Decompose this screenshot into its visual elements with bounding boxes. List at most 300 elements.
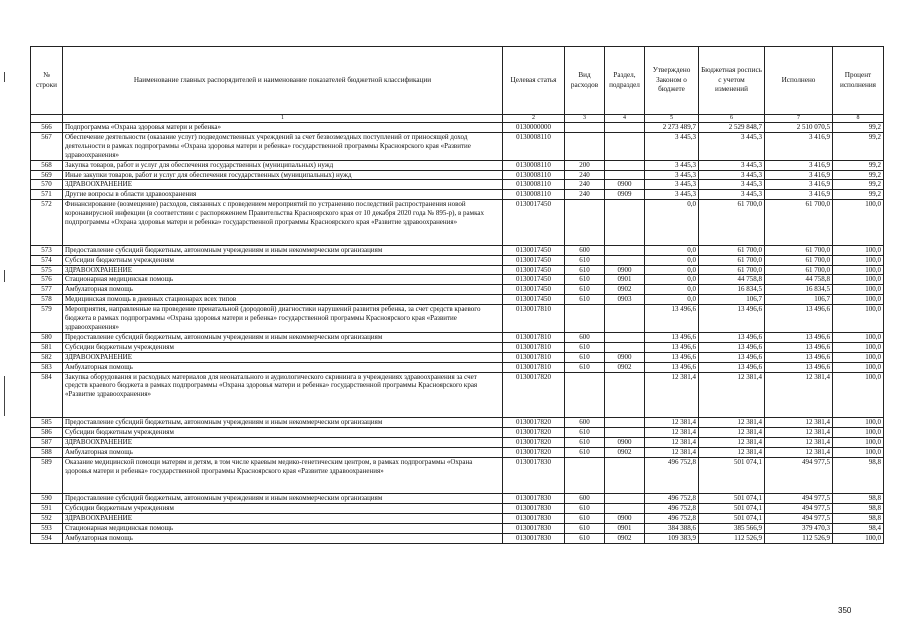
header-approved: Утверждено Законом о бюджете [645,47,699,115]
row-name: ЗДРАВООХРАНЕНИЕ [63,265,503,275]
header-row [31,47,884,115]
row-target-code: 0130017450 [503,200,565,246]
row-approved: 12 381,4 [645,437,699,447]
table-row [31,523,884,533]
table-row [31,362,884,372]
row-percent: 98,8 [833,457,884,494]
row-percent: 99,2 [833,190,884,200]
row-approved: 3 445,3 [645,190,699,200]
row-section [605,494,645,504]
header-executed: Исполнено [765,47,833,115]
table-row [31,514,884,524]
row-percent: 100,0 [833,533,884,543]
row-approved: 13 496,6 [645,332,699,342]
col-number: 1 [63,115,503,123]
table-row [31,123,884,133]
row-number: 577 [31,285,63,295]
row-executed: 13 496,6 [765,362,833,372]
row-target-code: 0130017820 [503,427,565,437]
row-target-code: 0130017810 [503,342,565,352]
row-section [605,170,645,180]
row-name: Субсидии бюджетным учреждениям [63,255,503,265]
row-roster: 13 496,6 [699,352,765,362]
col-number: 7 [765,115,833,123]
row-executed: 3 416,9 [765,190,833,200]
row-roster: 13 496,6 [699,305,765,333]
row-expense-type: 610 [565,342,605,352]
row-target-code: 0130017830 [503,523,565,533]
row-number: 566 [31,123,63,133]
table-row [31,265,884,275]
row-name: ЗДРАВООХРАНЕНИЕ [63,514,503,524]
row-percent: 100,0 [833,342,884,352]
header-vr: Вид расходов [565,47,605,115]
row-executed: 494 977,5 [765,494,833,504]
row-roster: 3 445,3 [699,180,765,190]
row-name: Амбулаторная помощь [63,285,503,295]
col-number: 4 [605,115,645,123]
row-target-code: 0130017450 [503,285,565,295]
row-section: 0900 [605,180,645,190]
row-roster: 12 381,4 [699,437,765,447]
row-roster: 61 700,0 [699,265,765,275]
row-target-code: 0130017450 [503,255,565,265]
row-percent: 99,2 [833,180,884,190]
table-row [31,180,884,190]
row-approved: 0,0 [645,255,699,265]
table-row [31,372,884,418]
row-expense-type: 610 [565,265,605,275]
row-target-code: 0130017450 [503,265,565,275]
row-approved: 0,0 [645,200,699,246]
row-executed: 3 416,9 [765,170,833,180]
row-section: 0900 [605,265,645,275]
row-roster: 2 529 848,7 [699,123,765,133]
row-roster: 3 445,3 [699,170,765,180]
row-target-code: 0130017450 [503,245,565,255]
table-row [31,132,884,160]
table-row [31,504,884,514]
row-number: 568 [31,160,63,170]
table-row [31,332,884,342]
row-approved: 496 752,8 [645,504,699,514]
row-percent: 100,0 [833,305,884,333]
table-row [31,190,884,200]
row-expense-type [565,132,605,160]
row-approved: 3 445,3 [645,132,699,160]
row-executed: 3 416,9 [765,180,833,190]
row-name: Медицинская помощь в дневных стационарах всех типов [63,295,503,305]
row-number: 582 [31,352,63,362]
row-roster: 12 381,4 [699,447,765,457]
row-executed: 112 526,9 [765,533,833,543]
row-roster: 3 445,3 [699,160,765,170]
row-number: 588 [31,447,63,457]
table-row [31,427,884,437]
row-roster: 3 445,3 [699,132,765,160]
row-approved: 496 752,8 [645,514,699,524]
row-expense-type [565,372,605,418]
row-section [605,132,645,160]
header-code: Целевая статья [503,47,565,115]
row-name: Предоставление субсидий бюджетным, автономным учреждениям и иным некоммерческим организациям [63,332,503,342]
row-roster: 12 381,4 [699,427,765,437]
row-name: Другие вопросы в области здравоохранения [63,190,503,200]
row-section [605,418,645,428]
row-target-code: 0130008110 [503,160,565,170]
row-percent: 100,0 [833,245,884,255]
row-expense-type: 600 [565,494,605,504]
row-target-code: 0130017820 [503,447,565,457]
row-percent: 100,0 [833,427,884,437]
column-number-row [31,115,884,123]
row-target-code: 0130017810 [503,305,565,333]
row-number: 587 [31,437,63,447]
row-percent: 100,0 [833,332,884,342]
row-number: 592 [31,514,63,524]
row-approved: 109 383,9 [645,533,699,543]
row-roster: 16 834,5 [699,285,765,295]
row-expense-type: 610 [565,275,605,285]
row-name: Предоставление субсидий бюджетным, автономным учреждениям и иным некоммерческим организациям [63,245,503,255]
row-name: Обеспечение деятельности (оказание услуг) подведомственных учреждений за счет безвозмездных поступлений от приносящей доход деятельности в рамках подпрограммы «Охрана здоровья матери и ребенка» государственной программы Красноярского края «Развитие здравоохранения» [63,132,503,160]
row-target-code: 0130017450 [503,295,565,305]
row-executed: 12 381,4 [765,437,833,447]
row-section [605,255,645,265]
row-section: 0900 [605,437,645,447]
row-section [605,457,645,494]
row-executed: 13 496,6 [765,342,833,352]
row-target-code: 0130008110 [503,190,565,200]
row-number: 580 [31,332,63,342]
row-expense-type: 610 [565,504,605,514]
row-roster: 61 700,0 [699,245,765,255]
row-target-code: 0130008110 [503,132,565,160]
row-target-code: 0130017810 [503,362,565,372]
row-number: 581 [31,342,63,352]
row-section: 0902 [605,533,645,543]
row-name: Предоставление субсидий бюджетным, автономным учреждениям и иным некоммерческим организациям [63,494,503,504]
row-expense-type: 600 [565,418,605,428]
row-approved: 12 381,4 [645,447,699,457]
col-number: 5 [645,115,699,123]
row-section: 0901 [605,523,645,533]
row-name: Субсидии бюджетным учреждениям [63,504,503,514]
row-number: 589 [31,457,63,494]
row-number: 576 [31,275,63,285]
table-row [31,295,884,305]
margin-line [4,270,5,282]
row-percent: 100,0 [833,372,884,418]
header-percent: Процент исполнения [833,47,884,115]
row-approved: 496 752,8 [645,457,699,494]
row-name: Оказание медицинской помощи матерям и детям, в том числе краевым медико-генетическим центром, в рамках подпрограммы «Охрана здоровья матери и ребенка» государственной программы Красноярского края «Развитие здравоохранения» [63,457,503,494]
row-approved: 0,0 [645,285,699,295]
row-percent: 100,0 [833,437,884,447]
row-section: 0901 [605,275,645,285]
row-target-code: 0130017810 [503,352,565,362]
row-percent: 100,0 [833,362,884,372]
row-approved: 3 445,3 [645,160,699,170]
row-approved: 2 273 489,7 [645,123,699,133]
row-target-code: 0130017820 [503,372,565,418]
row-expense-type: 610 [565,514,605,524]
row-target-code: 0130017830 [503,457,565,494]
table-row [31,275,884,285]
col-number: 3 [565,115,605,123]
row-number: 584 [31,372,63,418]
table-body [31,123,884,544]
col-number: 2 [503,115,565,123]
row-executed: 3 416,9 [765,160,833,170]
budget-table [30,46,884,544]
row-executed: 12 381,4 [765,418,833,428]
row-name: ЗДРАВООХРАНЕНИЕ [63,180,503,190]
row-executed: 13 496,6 [765,305,833,333]
row-percent: 100,0 [833,295,884,305]
row-name: Финансирование (возмещение) расходов, связанных с проведением мероприятий по устранению последствий распространения новой коронавирусной инфекции (в соответствии с распоряжением Правительства Красноярского края от 10 декабря 2020 года № 895-р), в рамках подпрограммы «Охрана здоровья матери и ребенка» государственной программы Красноярского края «Развитие здравоохранения» [63,200,503,246]
row-expense-type: 600 [565,332,605,342]
table-row [31,494,884,504]
row-percent: 99,2 [833,170,884,180]
row-expense-type: 200 [565,160,605,170]
row-section: 0900 [605,514,645,524]
page-number: 350 [838,606,852,615]
header-razdel: Раздел, подраздел [605,47,645,115]
margin-line [4,376,5,416]
row-percent: 98,8 [833,494,884,504]
row-section [605,245,645,255]
row-executed: 61 700,0 [765,265,833,275]
row-name: Амбулаторная помощь [63,533,503,543]
row-number: 569 [31,170,63,180]
row-executed: 494 977,5 [765,504,833,514]
row-section: 0902 [605,447,645,457]
header-row-no: № строки [31,47,63,115]
row-approved: 0,0 [645,245,699,255]
row-executed: 106,7 [765,295,833,305]
row-name: Стационарная медицинская помощь [63,275,503,285]
row-executed: 44 758,8 [765,275,833,285]
row-number: 575 [31,265,63,275]
row-expense-type [565,200,605,246]
row-target-code: 0130017830 [503,514,565,524]
row-number: 571 [31,190,63,200]
row-roster: 3 445,3 [699,190,765,200]
row-section [605,160,645,170]
row-roster: 501 074,1 [699,504,765,514]
row-roster: 12 381,4 [699,418,765,428]
row-name: Закупка оборудования и расходных материалов для неонатального и аудиологического скрининга в учреждениях здравоохранения за счет средств краевого бюджета в рамках подпрограммы «Охрана здоровья матери и ребенка» государственной программы Красноярского края «Развитие здравоохранения» [63,372,503,418]
row-name: ЗДРАВООХРАНЕНИЕ [63,437,503,447]
row-expense-type: 610 [565,533,605,543]
row-number: 578 [31,295,63,305]
row-approved: 13 496,6 [645,362,699,372]
row-expense-type: 610 [565,427,605,437]
table-row [31,170,884,180]
row-roster: 112 526,9 [699,533,765,543]
row-name: Иные закупки товаров, работ и услуг для обеспечения государственных (муниципальных) нужд [63,170,503,180]
table-row [31,352,884,362]
row-target-code: 0130008110 [503,180,565,190]
row-roster: 12 381,4 [699,372,765,418]
row-number: 573 [31,245,63,255]
row-approved: 3 445,3 [645,170,699,180]
row-section [605,427,645,437]
row-percent: 100,0 [833,265,884,275]
row-expense-type: 610 [565,255,605,265]
row-executed: 2 510 070,5 [765,123,833,133]
row-executed: 12 381,4 [765,427,833,437]
row-section [605,342,645,352]
row-roster: 61 700,0 [699,200,765,246]
row-percent: 100,0 [833,275,884,285]
row-roster: 501 074,1 [699,457,765,494]
row-name: Амбулаторная помощь [63,362,503,372]
table-row [31,342,884,352]
row-expense-type: 610 [565,362,605,372]
row-expense-type: 610 [565,437,605,447]
row-approved: 13 496,6 [645,342,699,352]
row-percent: 98,8 [833,514,884,524]
row-percent: 100,0 [833,352,884,362]
row-executed: 379 470,3 [765,523,833,533]
row-approved: 12 381,4 [645,418,699,428]
table-row [31,533,884,543]
row-percent: 100,0 [833,418,884,428]
table-row [31,160,884,170]
row-approved: 0,0 [645,265,699,275]
row-percent: 100,0 [833,285,884,295]
row-expense-type: 240 [565,180,605,190]
row-number: 574 [31,255,63,265]
row-percent: 100,0 [833,447,884,457]
row-expense-type: 240 [565,170,605,180]
row-percent: 100,0 [833,200,884,246]
row-target-code: 0130008110 [503,170,565,180]
row-percent: 98,4 [833,523,884,533]
row-roster: 501 074,1 [699,494,765,504]
row-approved: 13 496,6 [645,352,699,362]
row-expense-type: 610 [565,295,605,305]
row-target-code: 0130017820 [503,418,565,428]
row-executed: 494 977,5 [765,457,833,494]
row-number: 594 [31,533,63,543]
margin-line [4,72,5,82]
row-executed: 13 496,6 [765,332,833,342]
row-section: 0902 [605,285,645,295]
row-number: 579 [31,305,63,333]
row-roster: 385 566,9 [699,523,765,533]
row-approved: 384 388,6 [645,523,699,533]
row-target-code: 0130017810 [503,332,565,342]
row-name: Мероприятия, направленные на проведение пренатальной (дородовой) диагностики нарушений развития ребенка, за счет средств краевого бюджета в рамках подпрограммы «Охрана здоровья матери и ребенка» государственной программы Красноярского края «Развитие здравоохранения» [63,305,503,333]
row-name: ЗДРАВООХРАНЕНИЕ [63,352,503,362]
row-section [605,200,645,246]
row-approved: 0,0 [645,275,699,285]
row-executed: 13 496,6 [765,352,833,362]
row-number: 567 [31,132,63,160]
table-row [31,418,884,428]
row-executed: 12 381,4 [765,447,833,457]
row-target-code: 0130000000 [503,123,565,133]
row-expense-type [565,457,605,494]
header-roster: Бюджетная роспись с учетом изменений [699,47,765,115]
row-expense-type: 610 [565,447,605,457]
row-target-code: 0130017830 [503,533,565,543]
row-executed: 61 700,0 [765,200,833,246]
row-percent: 100,0 [833,255,884,265]
row-roster: 13 496,6 [699,342,765,352]
row-section [605,123,645,133]
row-section [605,372,645,418]
row-executed: 12 381,4 [765,372,833,418]
row-section: 0902 [605,362,645,372]
row-number: 590 [31,494,63,504]
row-target-code: 0130017830 [503,504,565,514]
row-approved: 12 381,4 [645,427,699,437]
row-target-code: 0130017820 [503,437,565,447]
row-executed: 61 700,0 [765,255,833,265]
row-approved: 13 496,6 [645,305,699,333]
row-roster: 13 496,6 [699,332,765,342]
row-approved: 12 381,4 [645,372,699,418]
row-name: Субсидии бюджетным учреждениям [63,427,503,437]
row-name: Субсидии бюджетным учреждениям [63,342,503,352]
row-roster: 501 074,1 [699,514,765,524]
row-number: 586 [31,427,63,437]
col-number: 8 [833,115,884,123]
col-number: 6 [699,115,765,123]
row-section: 0900 [605,352,645,362]
col-number [31,115,63,123]
table-row [31,457,884,494]
row-name: Закупка товаров, работ и услуг для обеспечения государственных (муниципальных) нужд [63,160,503,170]
table-row [31,447,884,457]
row-percent: 99,2 [833,132,884,160]
row-number: 591 [31,504,63,514]
row-roster: 61 700,0 [699,255,765,265]
header-name: Наименование главных распорядителей и наименование показателей бюджетной классификации [63,47,503,115]
row-target-code: 0130017830 [503,494,565,504]
row-percent: 98,8 [833,504,884,514]
row-percent: 99,2 [833,160,884,170]
row-expense-type: 240 [565,190,605,200]
row-name: Стационарная медицинская помощь [63,523,503,533]
row-number: 593 [31,523,63,533]
row-executed: 61 700,0 [765,245,833,255]
table-row [31,437,884,447]
row-name: Предоставление субсидий бюджетным, автономным учреждениям и иным некоммерческим организациям [63,418,503,428]
row-approved: 0,0 [645,295,699,305]
row-expense-type: 600 [565,245,605,255]
row-section [605,504,645,514]
row-number: 570 [31,180,63,190]
row-expense-type: 610 [565,523,605,533]
row-name: Амбулаторная помощь [63,447,503,457]
row-approved: 496 752,8 [645,494,699,504]
row-expense-type [565,305,605,333]
row-expense-type [565,123,605,133]
row-number: 572 [31,200,63,246]
row-percent: 99,2 [833,123,884,133]
row-number: 583 [31,362,63,372]
row-section: 0909 [605,190,645,200]
row-roster: 44 758,8 [699,275,765,285]
row-executed: 3 416,9 [765,132,833,160]
row-approved: 3 445,3 [645,180,699,190]
table-row [31,255,884,265]
